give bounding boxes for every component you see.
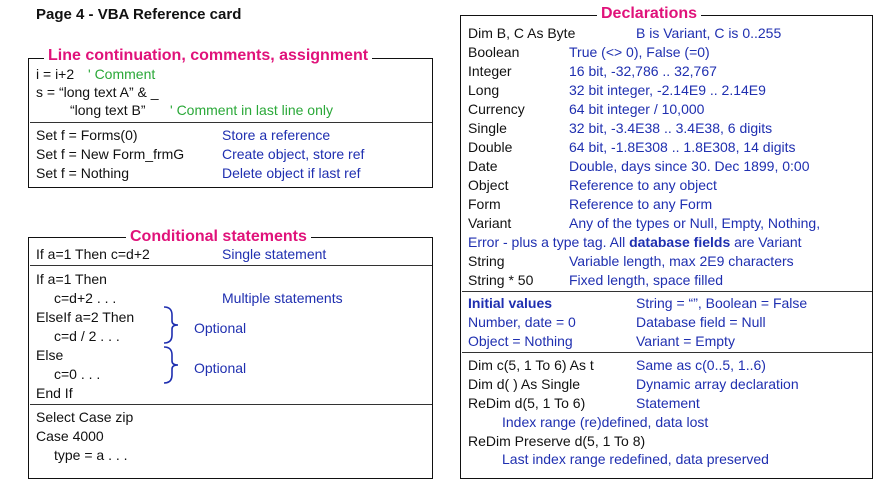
code-line: ElseIf a=2 Then xyxy=(36,309,135,325)
type-description: 64 bit integer / 10,000 xyxy=(569,101,705,117)
divider xyxy=(30,404,432,405)
code-line: Else xyxy=(36,347,64,363)
note-text: Multiple statements xyxy=(222,290,343,306)
type-name: Long xyxy=(468,82,500,98)
note-text: Delete object if last ref xyxy=(222,165,361,181)
note-text: Number, date = 0 xyxy=(468,314,576,330)
code-line: Dim B, C As Byte xyxy=(468,25,576,41)
error-note-emphasis: database fields xyxy=(629,234,731,250)
code-line: End If xyxy=(36,385,73,401)
note-text: Create object, store ref xyxy=(222,146,365,162)
note-text: Optional xyxy=(194,320,247,336)
code-line: c=d / 2 . . . xyxy=(54,328,120,344)
brace-icon xyxy=(160,305,182,345)
type-name: Variant xyxy=(468,215,512,231)
note-text: B is Variant, C is 0..255 xyxy=(636,25,782,41)
code-line: Dim d( ) As Single xyxy=(468,376,581,392)
type-description: 32 bit integer, -2.14E9 .. 2.14E9 xyxy=(569,82,766,98)
code-line: ReDim Preserve d(5, 1 To 8) xyxy=(468,433,646,449)
code-line: i = i+2 xyxy=(36,66,75,82)
type-description: 32 bit, -3.4E38 .. 3.4E38, 6 digits xyxy=(569,120,773,136)
code-line: c=0 . . . xyxy=(54,366,101,382)
code-line: “long text B” xyxy=(70,102,146,118)
note-text: Optional xyxy=(194,360,247,376)
note-text: Same as c(0..5, 1..6) xyxy=(636,357,766,373)
type-description: Reference to any object xyxy=(569,177,717,193)
error-note xyxy=(468,234,802,250)
type-description: True (<> 0), False (=0) xyxy=(569,44,710,60)
code-line: Dim c(5, 1 To 6) As t xyxy=(468,357,594,373)
note-text: Object = Nothing xyxy=(468,333,573,349)
code-line: Set f = Nothing xyxy=(36,165,130,181)
error-note-part: are Variant xyxy=(730,234,802,250)
note-text: Last index range redefined, data preserved xyxy=(502,451,769,467)
note-text: Statement xyxy=(636,395,700,411)
type-name: Form xyxy=(468,196,501,212)
initial-values-heading: Initial values xyxy=(468,295,553,311)
note-text: Single statement xyxy=(222,246,327,262)
divider xyxy=(30,265,432,266)
type-description: Any of the types or Null, Empty, Nothing, xyxy=(569,215,821,231)
code-line: s = “long text A” & _ xyxy=(36,84,159,100)
type-name: Date xyxy=(468,158,498,174)
type-description: Reference to any Form xyxy=(569,196,713,212)
code-line: If a=1 Then xyxy=(36,271,107,287)
type-name: Double xyxy=(468,139,513,155)
code-line: ReDim d(5, 1 To 6) xyxy=(468,395,586,411)
code-line: type = a . . . xyxy=(54,447,128,463)
code-line: If a=1 Then c=d+2 xyxy=(36,246,150,262)
type-description: Variable length, max 2E9 characters xyxy=(569,253,794,269)
divider xyxy=(30,122,432,123)
section-heading-line-continuation: Line continuation, comments, assignment xyxy=(44,47,372,65)
code-line: Case 4000 xyxy=(36,428,104,444)
type-description: 16 bit, -32,786 .. 32,767 xyxy=(569,63,717,79)
code-line: Set f = Forms(0) xyxy=(36,127,138,143)
type-description: 64 bit, -1.8E308 .. 1.8E308, 14 digits xyxy=(569,139,796,155)
code-line: Set f = New Form_frmG xyxy=(36,146,185,162)
type-description: Double, days since 30. Dec 1899, 0:00 xyxy=(569,158,810,174)
section-heading-conditional: Conditional statements xyxy=(126,228,311,246)
note-text: Database field = Null xyxy=(636,314,766,330)
comment-text: ' Comment in last line only xyxy=(170,102,333,118)
type-name: Integer xyxy=(468,63,512,79)
divider xyxy=(462,291,872,292)
type-name: String xyxy=(468,253,505,269)
brace-icon xyxy=(160,345,182,385)
comment-text: ' Comment xyxy=(88,66,156,82)
divider xyxy=(462,352,872,353)
note-text: Variant = Empty xyxy=(636,333,735,349)
note-text: String = “”, Boolean = False xyxy=(636,295,808,311)
type-name: Currency xyxy=(468,101,525,117)
type-name: String * 50 xyxy=(468,272,534,288)
code-line: c=d+2 . . . xyxy=(54,290,117,306)
code-line: Select Case zip xyxy=(36,409,134,425)
type-name: Single xyxy=(468,120,507,136)
type-description: Fixed length, space filled xyxy=(569,272,724,288)
note-text: Dynamic array declaration xyxy=(636,376,799,392)
section-heading-declarations: Declarations xyxy=(597,5,701,23)
type-name: Boolean xyxy=(468,44,520,60)
error-note-part: Error - plus a type tag. All xyxy=(468,234,630,250)
note-text: Store a reference xyxy=(222,127,331,143)
page-title: Page 4 - VBA Reference card xyxy=(36,6,242,23)
note-text: Index range (re)defined, data lost xyxy=(502,414,709,430)
type-name: Object xyxy=(468,177,509,193)
